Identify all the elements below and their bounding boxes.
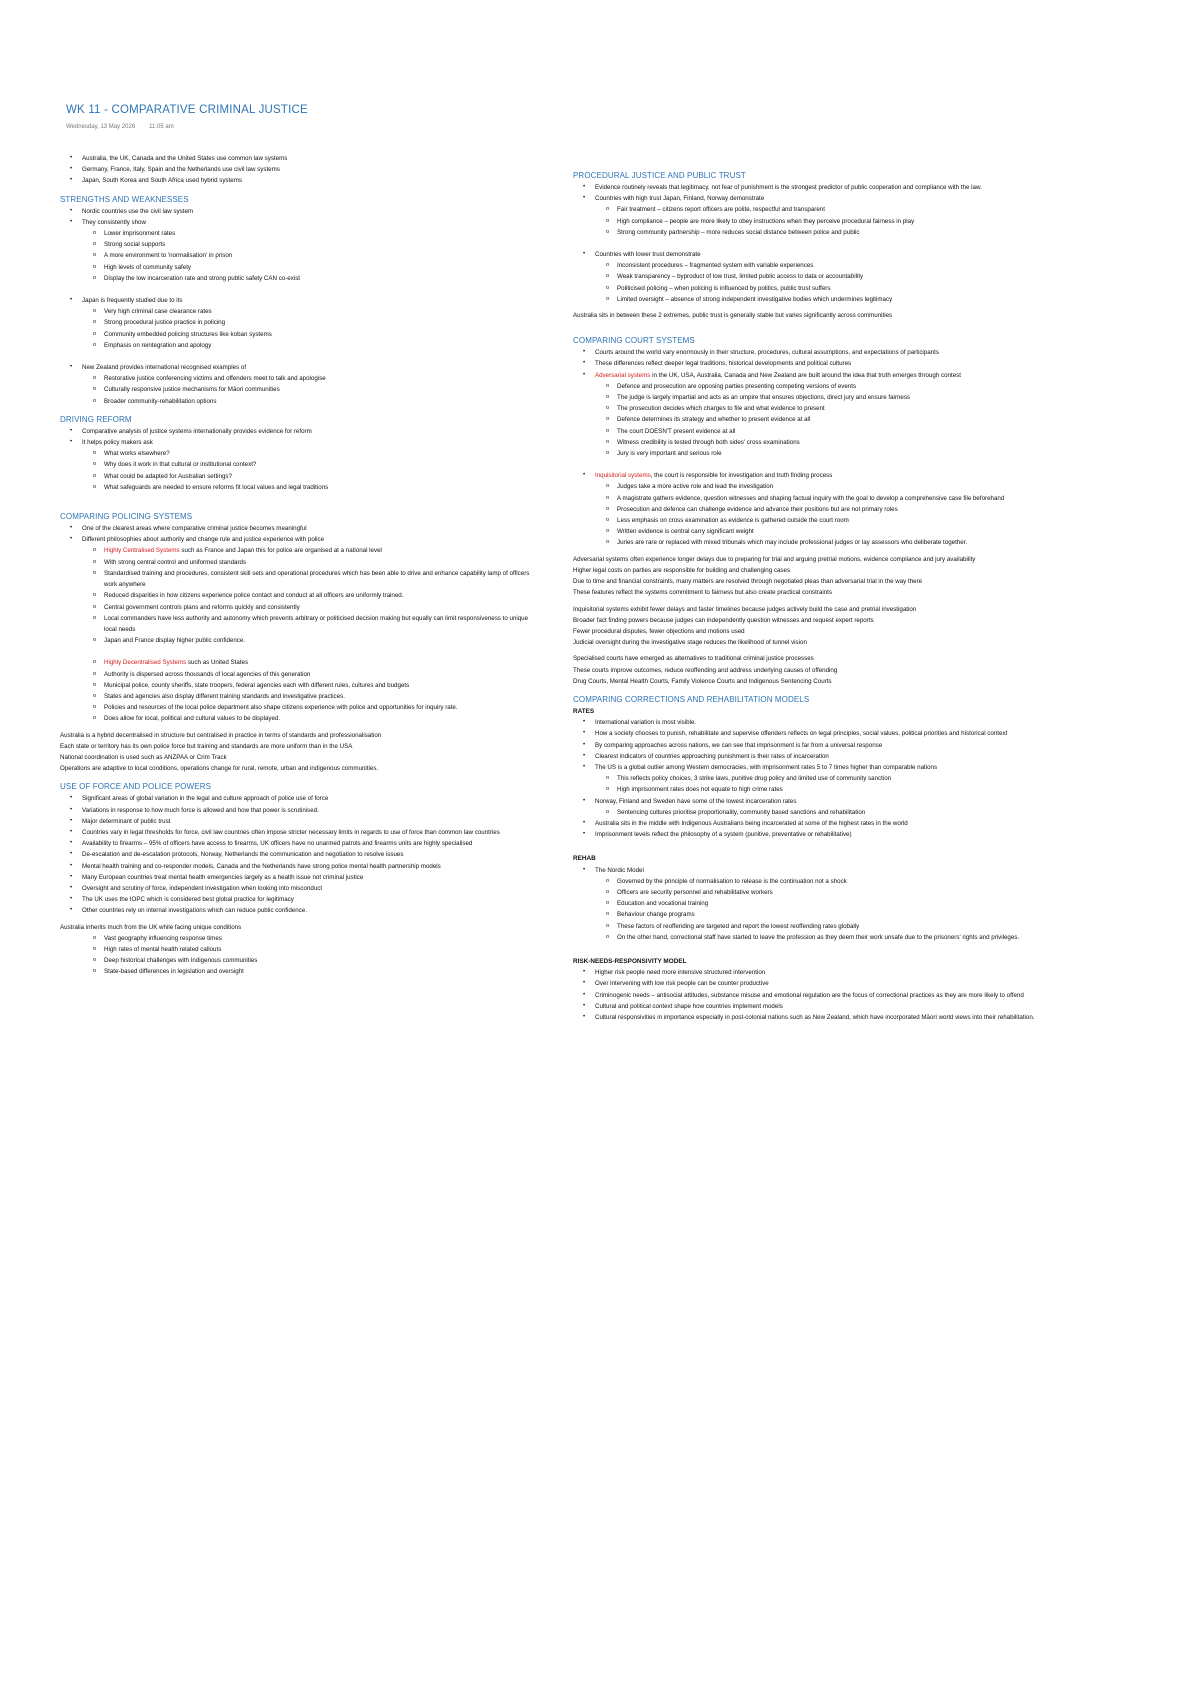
- list-item: o Weak transparency – byproduct of low trust, limited public access to data or accountability: [573, 271, 1153, 282]
- list-item: o A magistrate gathers evidence, question witnesses and shaping factual inquiry with the goal to develop a comprehensive case file beforehand: [573, 493, 1153, 504]
- list-item: o Defence determines its strategy and whether to present evidence at all: [573, 414, 1153, 425]
- paragraph: Fewer procedural disputes, fewer objections and motions used: [573, 627, 745, 635]
- list-item: o A more environment to 'normalisation' in prison: [60, 250, 540, 261]
- list-item: o What safeguards are needed to ensure reforms fit local values and legal traditions: [60, 482, 540, 493]
- list-item: [573, 470, 1153, 481]
- left-column: [60, 153, 540, 978]
- list-item: • Availability to firearms – 95% of officers have access to firearms, UK officers have no unarmed patrols and firearms units are highly specialised: [60, 838, 540, 849]
- list-item: • They consistently show: [60, 217, 540, 228]
- list-item: o This reflects policy choices, 3 strike laws, punitive drug policy and limited use of community sanction: [573, 773, 1153, 784]
- list-item: o Broader community-rehabilitation options: [60, 396, 540, 407]
- paragraph: Higher legal costs on parties are responsible for building and challenging cases: [573, 566, 791, 574]
- list-item: • Oversight and scrutiny of force, independent investigation when looking into misconduct: [60, 883, 540, 894]
- list-item: o Jury is very important and serious role: [573, 448, 1153, 459]
- list-item: o Strong social supports: [60, 239, 540, 250]
- list-item: o Strong procedural justice practice in policing: [60, 317, 540, 328]
- list-item: o States and agencies also display different training standards and investigative practices.: [60, 691, 540, 702]
- list-item: o What could be adapted for Australian settings?: [60, 471, 540, 482]
- section-heading-force: USE OF FORCE AND POLICE POWERS: [60, 782, 212, 792]
- highlight-term: Highly Centralised Systems: [104, 547, 180, 555]
- list-item: o With strong central control and uniformed standards: [60, 557, 540, 568]
- list-item: • De-escalation and de-escalation protocols, Norway, Netherlands the communication and negotiation to resolve issues: [60, 849, 540, 860]
- list-item: o Limited oversight – absence of strong independent investigative bodies which undermines legitimacy: [573, 294, 1153, 305]
- paragraph: Broader fact finding powers because judges can independently question witnesses and request expert reports: [573, 616, 874, 624]
- list-item: • Countries with lower trust demonstrate: [573, 249, 1153, 260]
- note-datetime: [66, 124, 174, 130]
- list-item: o Vast geography influencing response times: [60, 933, 540, 944]
- list-item: o Reduced disparities in how citizens experience police contact and conduct at all officers are uniformly trained.: [60, 590, 540, 601]
- list-item: • Australia sits in the middle with Indigenous Australians being incarcerated at some of the highest rates in the world: [573, 818, 1153, 829]
- list-item: o Restorative justice conferencing victims and offenders meet to talk and apologise: [60, 373, 540, 384]
- force-list: [60, 793, 540, 916]
- paragraph: Each state or territory has its own police force but training and standards are more uniform than in the USA: [60, 742, 353, 750]
- paragraph: Australia sits in between these 2 extremes, public trust is generally stable but varies significantly across communities: [573, 312, 893, 320]
- list-item: • Other countries rely on internal investigations which can reduce public confidence.: [60, 905, 540, 916]
- list-item: o High levels of community safety: [60, 262, 540, 273]
- inquisitorial-list: [573, 470, 1153, 548]
- list-item: o Judges take a more active role and lead the investigation: [573, 481, 1153, 492]
- list-item: o Less emphasis on cross examination as evidence is gathered outside the court room: [573, 515, 1153, 526]
- list-item: • Comparative analysis of justice systems internationally provides evidence for reform: [60, 426, 540, 437]
- rates-list: [573, 717, 1153, 840]
- list-item: o Strong community partnership – more reduces social distance between police and public: [573, 227, 1153, 238]
- list-item: • The US is a global outlier among Western democracies, with imprisonment rates 5 to 7 times higher than comparable nations: [573, 762, 1153, 773]
- list-item: • The Nordic Model: [573, 865, 1153, 876]
- list-item: • Clearest indicators of countries approaching punishment is their rates of incarceration: [573, 751, 1153, 762]
- list-item: o The court DOESN'T present evidence at all: [573, 426, 1153, 437]
- section-heading-strengths: STRENGTHS AND WEAKNESSES: [60, 194, 189, 204]
- list-item: o Governed by the principle of normalisation to release is the continuation not a shock: [573, 876, 1153, 887]
- sub-heading-rates: RATES: [573, 707, 595, 715]
- procedural-list: [573, 182, 1153, 238]
- highlight-term: Adversarial systems: [595, 371, 651, 379]
- list-item: • Germany, France, Italy, Spain and the Netherlands use civil law systems: [60, 164, 540, 175]
- list-item: • It helps policy makers ask: [60, 437, 540, 448]
- list-item: • How a society chooses to punish, rehabilitate and supervise offenders reflects on legal principles, social values, political priorities and historical context: [573, 728, 1153, 739]
- list-item: o Standardised training and procedures, consistent skill sets and operational procedures which has been able to drive and enhance capability lamp of officers work anywhere: [60, 568, 540, 590]
- policing-list: [60, 523, 540, 646]
- list-item: • Evidence routinely reveals that legitimacy, not fear of punishment is the strongest predictor of public cooperation and compliance with the law.: [573, 182, 1153, 193]
- list-item: o Does allow for local, political and cultural values to be displayed.: [60, 713, 540, 724]
- list-item: • Over intervening with low risk people can be counter productive: [573, 978, 1153, 989]
- list-item: o These factors of reoffending are targeted and report the lowest reoffending rates globally: [573, 921, 1153, 932]
- list-item: o The judge is largely impartial and acts as an umpire that ensures objections, direct jury and ensure fairness: [573, 392, 1153, 403]
- list-item: o Prosecution and defence can challenge evidence and advance their positions but are not primary roles: [573, 504, 1153, 515]
- low-trust-list: [573, 249, 1153, 305]
- decentralised-list: [60, 657, 540, 724]
- list-item-text: in the UK, USA, Australia, Canada and New Zealand are built around the idea that truth emerges through contest: [650, 371, 961, 379]
- paragraph: Specialised courts have emerged as alternatives to traditional criminal justice processes: [573, 655, 814, 663]
- list-item: o State-based differences in legislation and oversight: [60, 966, 540, 977]
- list-item: o Authority is dispersed across thousands of local agencies of this generation: [60, 669, 540, 680]
- list-item: o Local commanders have less authority and autonomy which prevents arbitrary or politicised decision making but equally can limit responsiveness to unique local needs: [60, 613, 540, 635]
- list-item: o Sentencing cultures prioritise proportionality, community based sanctions and rehabilitation: [573, 807, 1153, 818]
- list-item: o Witness credibility is tested through both sides' cross examinations: [573, 437, 1153, 448]
- paragraph: Inquisitorial systems exhibit fewer delays and faster timelines because judges actively build the case and pretrial investigation: [573, 605, 917, 613]
- list-item: • Imprisonment levels reflect the philosophy of a system (punitive, preventative or rehabilitative): [573, 829, 1153, 840]
- list-item: • Major determinant of public trust: [60, 816, 540, 827]
- sub-heading-rehab: REHAB: [573, 855, 596, 863]
- list-item: o Defence and prosecution are opposing parties presenting competing versions of events: [573, 381, 1153, 392]
- list-item: • By comparing approaches across nations, we can see that imprisonment is far from a universal response: [573, 740, 1153, 751]
- list-item: • Higher risk people need more intensive structured intervention: [573, 967, 1153, 978]
- list-item-text: , the court is responsible for investigation and truth finding process: [650, 472, 833, 480]
- list-item: o Deep historical challenges with Indigenous communities: [60, 955, 540, 966]
- list-item: o Officers are security personnel and rehabilitative workers: [573, 887, 1153, 898]
- highlight-term: Highly Decentralised Systems: [104, 659, 187, 667]
- list-item: • Different philosophies about authority and change rule and justice experience with police: [60, 534, 540, 545]
- list-item: o High imprisonment rates does not equate to high crime rates: [573, 784, 1153, 795]
- list-item: o Community embedded policing structures like koban systems: [60, 329, 540, 340]
- paragraph: Australia inherits much from the UK while facing unique conditions: [60, 923, 242, 931]
- list-item: • Mental health training and co-responder models, Canada and the Netherlands have strong police mental health partnership models: [60, 861, 540, 872]
- list-item: o Policies and resources of the local police department also shape citizens experience with police and opportunities for inquiry rate.: [60, 702, 540, 713]
- list-item-text: such as United States: [186, 659, 249, 667]
- paragraph: Australia is a hybrid decentralised in structure but centralised in practice in terms of standards and professionalisation: [60, 731, 382, 739]
- list-item: • One of the clearest areas where comparative criminal justice becomes meaningful: [60, 523, 540, 534]
- list-item: o Display the low incarceration rate and strong public safety CAN co-exist: [60, 273, 540, 284]
- list-item: o Central government controls plans and reforms quickly and consistently: [60, 602, 540, 613]
- list-item: • Variations in response to how much force is allowed and how that power is scrutinised.: [60, 805, 540, 816]
- note-time: 11:05 am: [149, 124, 174, 130]
- paragraph: Judicial oversight during the investigative stage reduces the likelihood of tunnel vision: [573, 639, 807, 647]
- list-item: o Written evidence is central carry significant weight: [573, 526, 1153, 537]
- list-item: • Cultural and political context shape how countries implement models: [573, 1001, 1153, 1012]
- page-title: WK 11 - COMPARATIVE CRIMINAL JUSTICE: [66, 104, 308, 116]
- list-item: o Politicised policing – when policing is influenced by politics, public trust suffers: [573, 283, 1153, 294]
- paragraph: Operations are adaptive to local conditions, operations change for rural, remote, urban and indigenous communities.: [60, 765, 379, 773]
- list-item: • Significant areas of global variation in the legal and culture approach of police use of force: [60, 793, 540, 804]
- japan-list: [60, 295, 540, 351]
- list-item: • Countries with high trust Japan, Finland, Norway demonstrate: [573, 193, 1153, 204]
- highlight-term: Inquisitorial systems: [595, 472, 651, 480]
- list-item: o Juries are rare or replaced with mixed tribunals which may include professional judges or lay assessors who deliberate together.: [573, 537, 1153, 548]
- section-heading-corrections: COMPARING CORRECTIONS AND REHABILITATION MODELS: [573, 694, 810, 704]
- australia-force-list: [60, 933, 540, 978]
- list-item: o High rates of mental health related callouts: [60, 944, 540, 955]
- list-item: [60, 657, 540, 668]
- list-item: o Behaviour change programs: [573, 909, 1153, 920]
- paragraph: These features reflect the systems commitment to fairness but also create practical constraints: [573, 589, 832, 597]
- list-item: o Why does it work in that cultural or institutional context?: [60, 459, 540, 470]
- intro-list: [60, 153, 540, 187]
- strengths-list: [60, 206, 540, 284]
- rnr-list: [573, 967, 1153, 1023]
- nz-list: [60, 362, 540, 407]
- section-heading-procedural: PROCEDURAL JUSTICE AND PUBLIC TRUST: [573, 171, 746, 180]
- paragraph: Due to time and financial constraints, many matters are resolved through negotiated pleas than adversarial trial in the way there: [573, 578, 923, 586]
- right-column: [573, 170, 1153, 1023]
- rehab-list: [573, 865, 1153, 943]
- paragraph: Drug Courts, Mental Health Courts, Family Violence Courts and Indigenous Sentencing Courts: [573, 677, 832, 685]
- paragraph: National coordination is used such as ANZPAA or Crim Track: [60, 753, 227, 761]
- list-item: • These differences reflect deeper legal traditions, historical developments and political cultures: [573, 358, 1153, 369]
- list-item: • Cultural responsivities in importance especially in post-colonial nations such as New Zealand, which have incorporated Māori world views into their rehabilitation.: [573, 1012, 1153, 1023]
- list-item: • New Zealand provides international recognised examples of: [60, 362, 540, 373]
- section-heading-policing: COMPARING POLICING SYSTEMS: [60, 512, 193, 522]
- list-item: o High compliance – people are more likely to obey instructions when they perceive procedural fairness in play: [573, 216, 1153, 227]
- section-heading-court: COMPARING COURT SYSTEMS: [573, 336, 695, 346]
- list-item: o Inconsistent procedures – fragmented system with variable experiences: [573, 260, 1153, 271]
- list-item: [573, 370, 1153, 381]
- list-item: • The UK uses the IOPC which is considered best global practice for legitimacy: [60, 894, 540, 905]
- court-list: [573, 347, 1153, 459]
- list-item: o Very high criminal case clearance rates: [60, 306, 540, 317]
- list-item: o The prosecution decides which charges to file and what evidence to present: [573, 403, 1153, 414]
- list-item: o Fair treatment – citizens report officers are polite, respectful and transparent: [573, 204, 1153, 215]
- list-item: • Countries vary in legal thresholds for force, civil law countries often impose stricter necessary limits in regards to use of force than common law countries: [60, 827, 540, 838]
- list-item: • Australia, the UK, Canada and the United States use common law systems: [60, 153, 540, 164]
- list-item: [60, 545, 540, 556]
- list-item-text: such as France and Japan this for police are organised at a national level: [179, 547, 382, 555]
- list-item: o Municipal police, county sheriffs, state troopers, federal agencies each with different rules, cultures and budgets: [60, 680, 540, 691]
- list-item: • Many European countries treat mental health emergencies largely as a health issue not criminal justice: [60, 872, 540, 883]
- list-item: • Courts around the world vary enormously in their structure, procedures, cultural assumptions, and expectations of participants: [573, 347, 1153, 358]
- list-item: o Japan and France display higher public confidence.: [60, 635, 540, 646]
- list-item: o Emphasis on reintegration and apology: [60, 340, 540, 351]
- paragraph: These courts improve outcomes, reduce reoffending and address underlying causes of offending: [573, 666, 838, 674]
- list-item: • Japan is frequently studied due to its: [60, 295, 540, 306]
- list-item: o On the other hand, correctional staff have started to leave the profession as they deem their work unsafe due to the prisoners' rights and privileges.: [573, 932, 1153, 943]
- list-item: o What works elsewhere?: [60, 448, 540, 459]
- list-item: • Japan, South Korea and South Africa used hybrid systems: [60, 175, 540, 186]
- paragraph: Adversarial systems often experience longer delays due to preparing for trial and arguing pretrial motions, evidence compliance and jury availability: [573, 555, 976, 563]
- list-item: o Culturally responsive justice mechanisms for Māori communities: [60, 384, 540, 395]
- note-date: Wednesday, 13 May 2026: [66, 124, 136, 130]
- list-item: o Education and vocational training: [573, 898, 1153, 909]
- list-item: o Lower imprisonment rates: [60, 228, 540, 239]
- reform-list: [60, 426, 540, 493]
- section-heading-reform: DRIVING REFORM: [60, 414, 132, 424]
- list-item: • International variation is most visible.: [573, 717, 1153, 728]
- sub-heading-rnr: RISK-NEEDS-RESPONSIVITY MODEL: [573, 957, 687, 965]
- list-item: • Norway, Finland and Sweden have some of the lowest incarceration rates: [573, 796, 1153, 807]
- list-item: • Nordic countries use the civil law system: [60, 206, 540, 217]
- list-item: • Criminogenic needs – antisocial attitudes, substance misuse and emotional regulation are the focus of correctional practices as they are more likely to offend: [573, 990, 1153, 1001]
